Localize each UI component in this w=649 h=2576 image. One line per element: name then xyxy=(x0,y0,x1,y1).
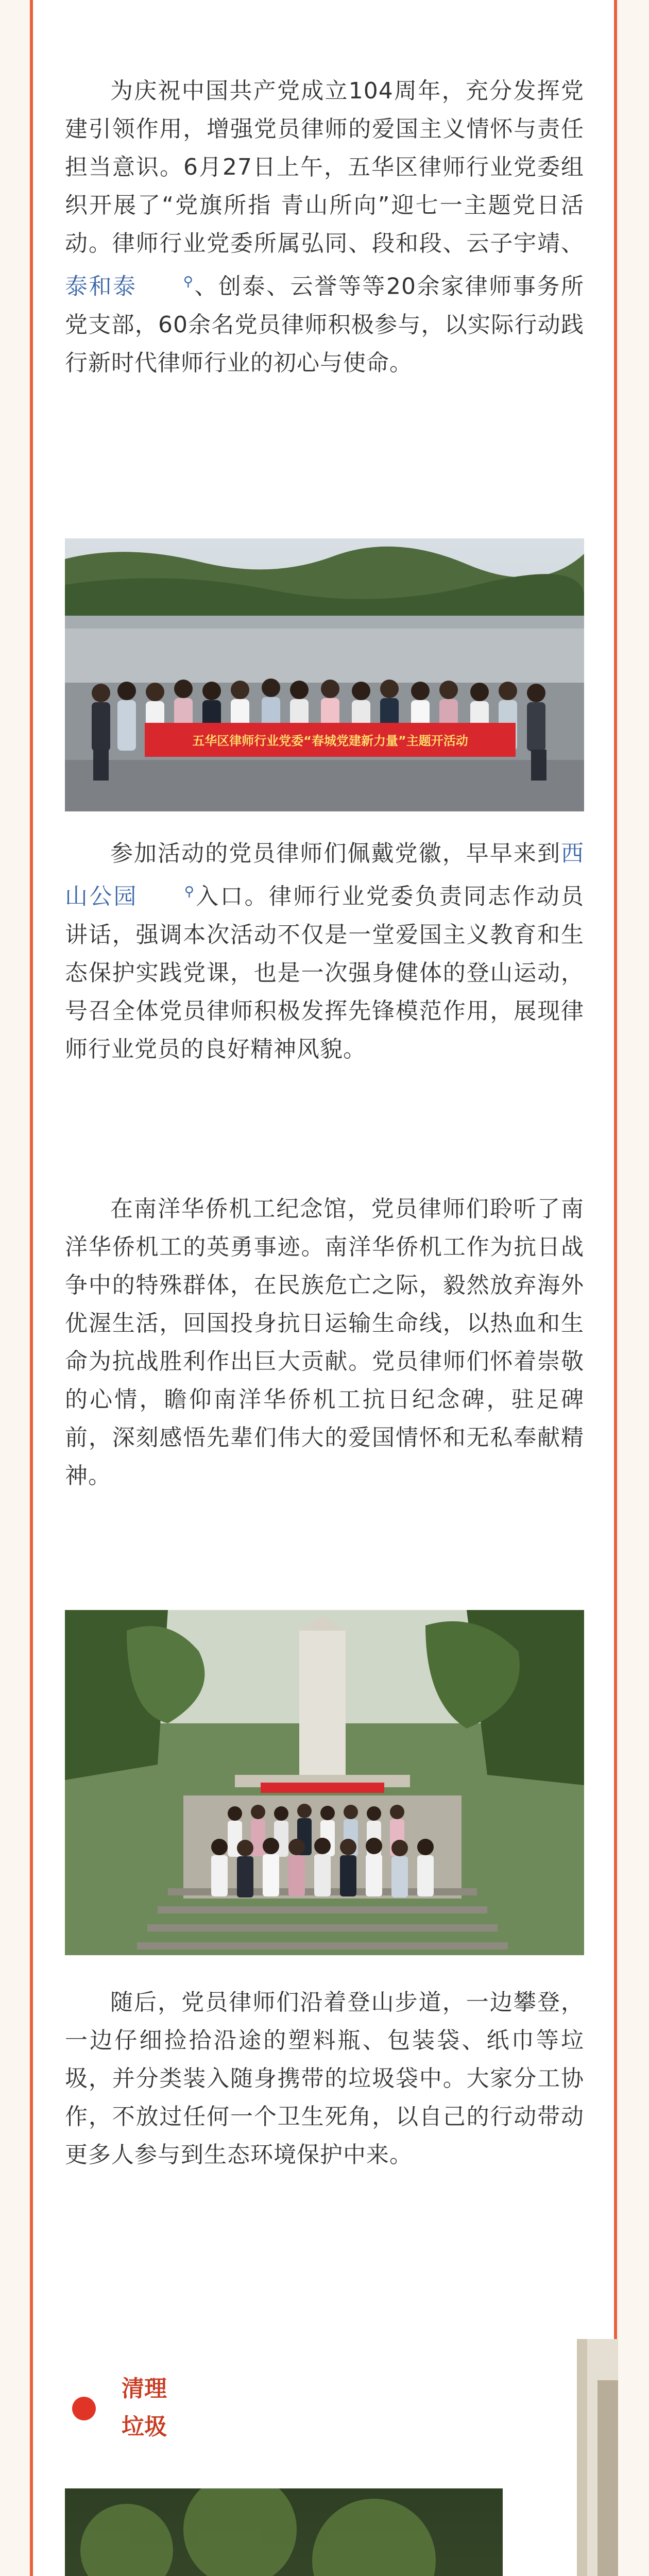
group-photo-banner-image xyxy=(65,538,584,811)
xishan-park-link[interactable]: 西山公园 xyxy=(65,840,584,910)
banner-text: 五华区律师行业党委“春城党建新力量”主题开活动 xyxy=(192,734,468,748)
red-dot-icon xyxy=(72,2397,96,2420)
intro-text-before: 为庆祝中国共产党成立104周年，充分发挥党建引领作用，增强党员律师的爱国主义情怀与责任担当意识。6月27日上午，五华区律师行业党委组织开展了“党旗所指 青山所向”迎七一主题党日活动。律师行业党委所属弘同、段和段、云子宇靖、 xyxy=(65,78,584,257)
memorial-banner xyxy=(261,1783,384,1793)
park-text-after: 入口。律师行业党委负责同志作动员讲话，强调本次活动不仅是一堂爱国主义教育和生态保护实践党课，也是一次强身健体的登山运动，号召全体党员律师积极发挥先锋模范作用，展现律师行业党员的良好精神风貌。 xyxy=(65,883,585,1062)
cleanup-paragraph xyxy=(65,1984,584,2174)
search-superscript-icon[interactable]: ⚲ xyxy=(184,884,195,900)
cleanup-text: 随后，党员律师们沿着登山步道，一边攀登，一边仔细捡拾沿途的塑料瓶、包装袋、纸巾等垃圾，并分类装入随身携带的垃圾袋中。大家分工协作，不放过任何一个卫生死角，以自己的行动带动更多人参与到生态环境保护中来。 xyxy=(65,1989,584,2168)
intro-text-after: 、创泰、云誉等等20余家律师事务所党支部，60余名党员律师积极参与，以实际行动践行新时代律师行业的初心与使命。 xyxy=(65,273,584,376)
memorial-monument xyxy=(299,1631,346,1785)
search-superscript-icon[interactable]: ⚲ xyxy=(183,274,194,290)
memorial-paragraph xyxy=(65,1190,584,1495)
section-heading-cleanup xyxy=(72,2370,183,2446)
intro-paragraph xyxy=(65,72,584,382)
memorial-group-photo xyxy=(65,1610,584,1955)
cleanup-photo-image xyxy=(65,2488,503,2576)
group-photo-banner xyxy=(65,538,584,811)
park-paragraph xyxy=(65,835,584,1069)
memorial-photo-image xyxy=(65,1610,584,1955)
cleanup-photo xyxy=(65,2488,503,2576)
taihetai-link[interactable]: 泰和泰 xyxy=(65,273,137,300)
memorial-text: 在南洋华侨机工纪念馆，党员律师们聆听了南洋华侨机工的英勇事迹。南洋华侨机工作为抗日战争中的特殊群体，在民族危亡之际，毅然放弃海外优渥生活，回国投身抗日运输生命线，以热血和生命为抗战胜利作出巨大贡献。党员律师们怀着崇敬的心情，瞻仰南洋华侨机工抗日纪念碑，驻足碑前，深刻感悟先辈们伟大的爱国情怀和无私奉献精神。 xyxy=(65,1196,584,1489)
park-text-before: 参加活动的党员律师们佩戴党徽，早早来到 xyxy=(110,840,561,867)
carousel-next-photo-top-image xyxy=(577,2339,618,2576)
section-heading-text: 清理垃圾 xyxy=(122,2376,167,2440)
carousel-next-photo-top[interactable] xyxy=(577,2339,618,2576)
